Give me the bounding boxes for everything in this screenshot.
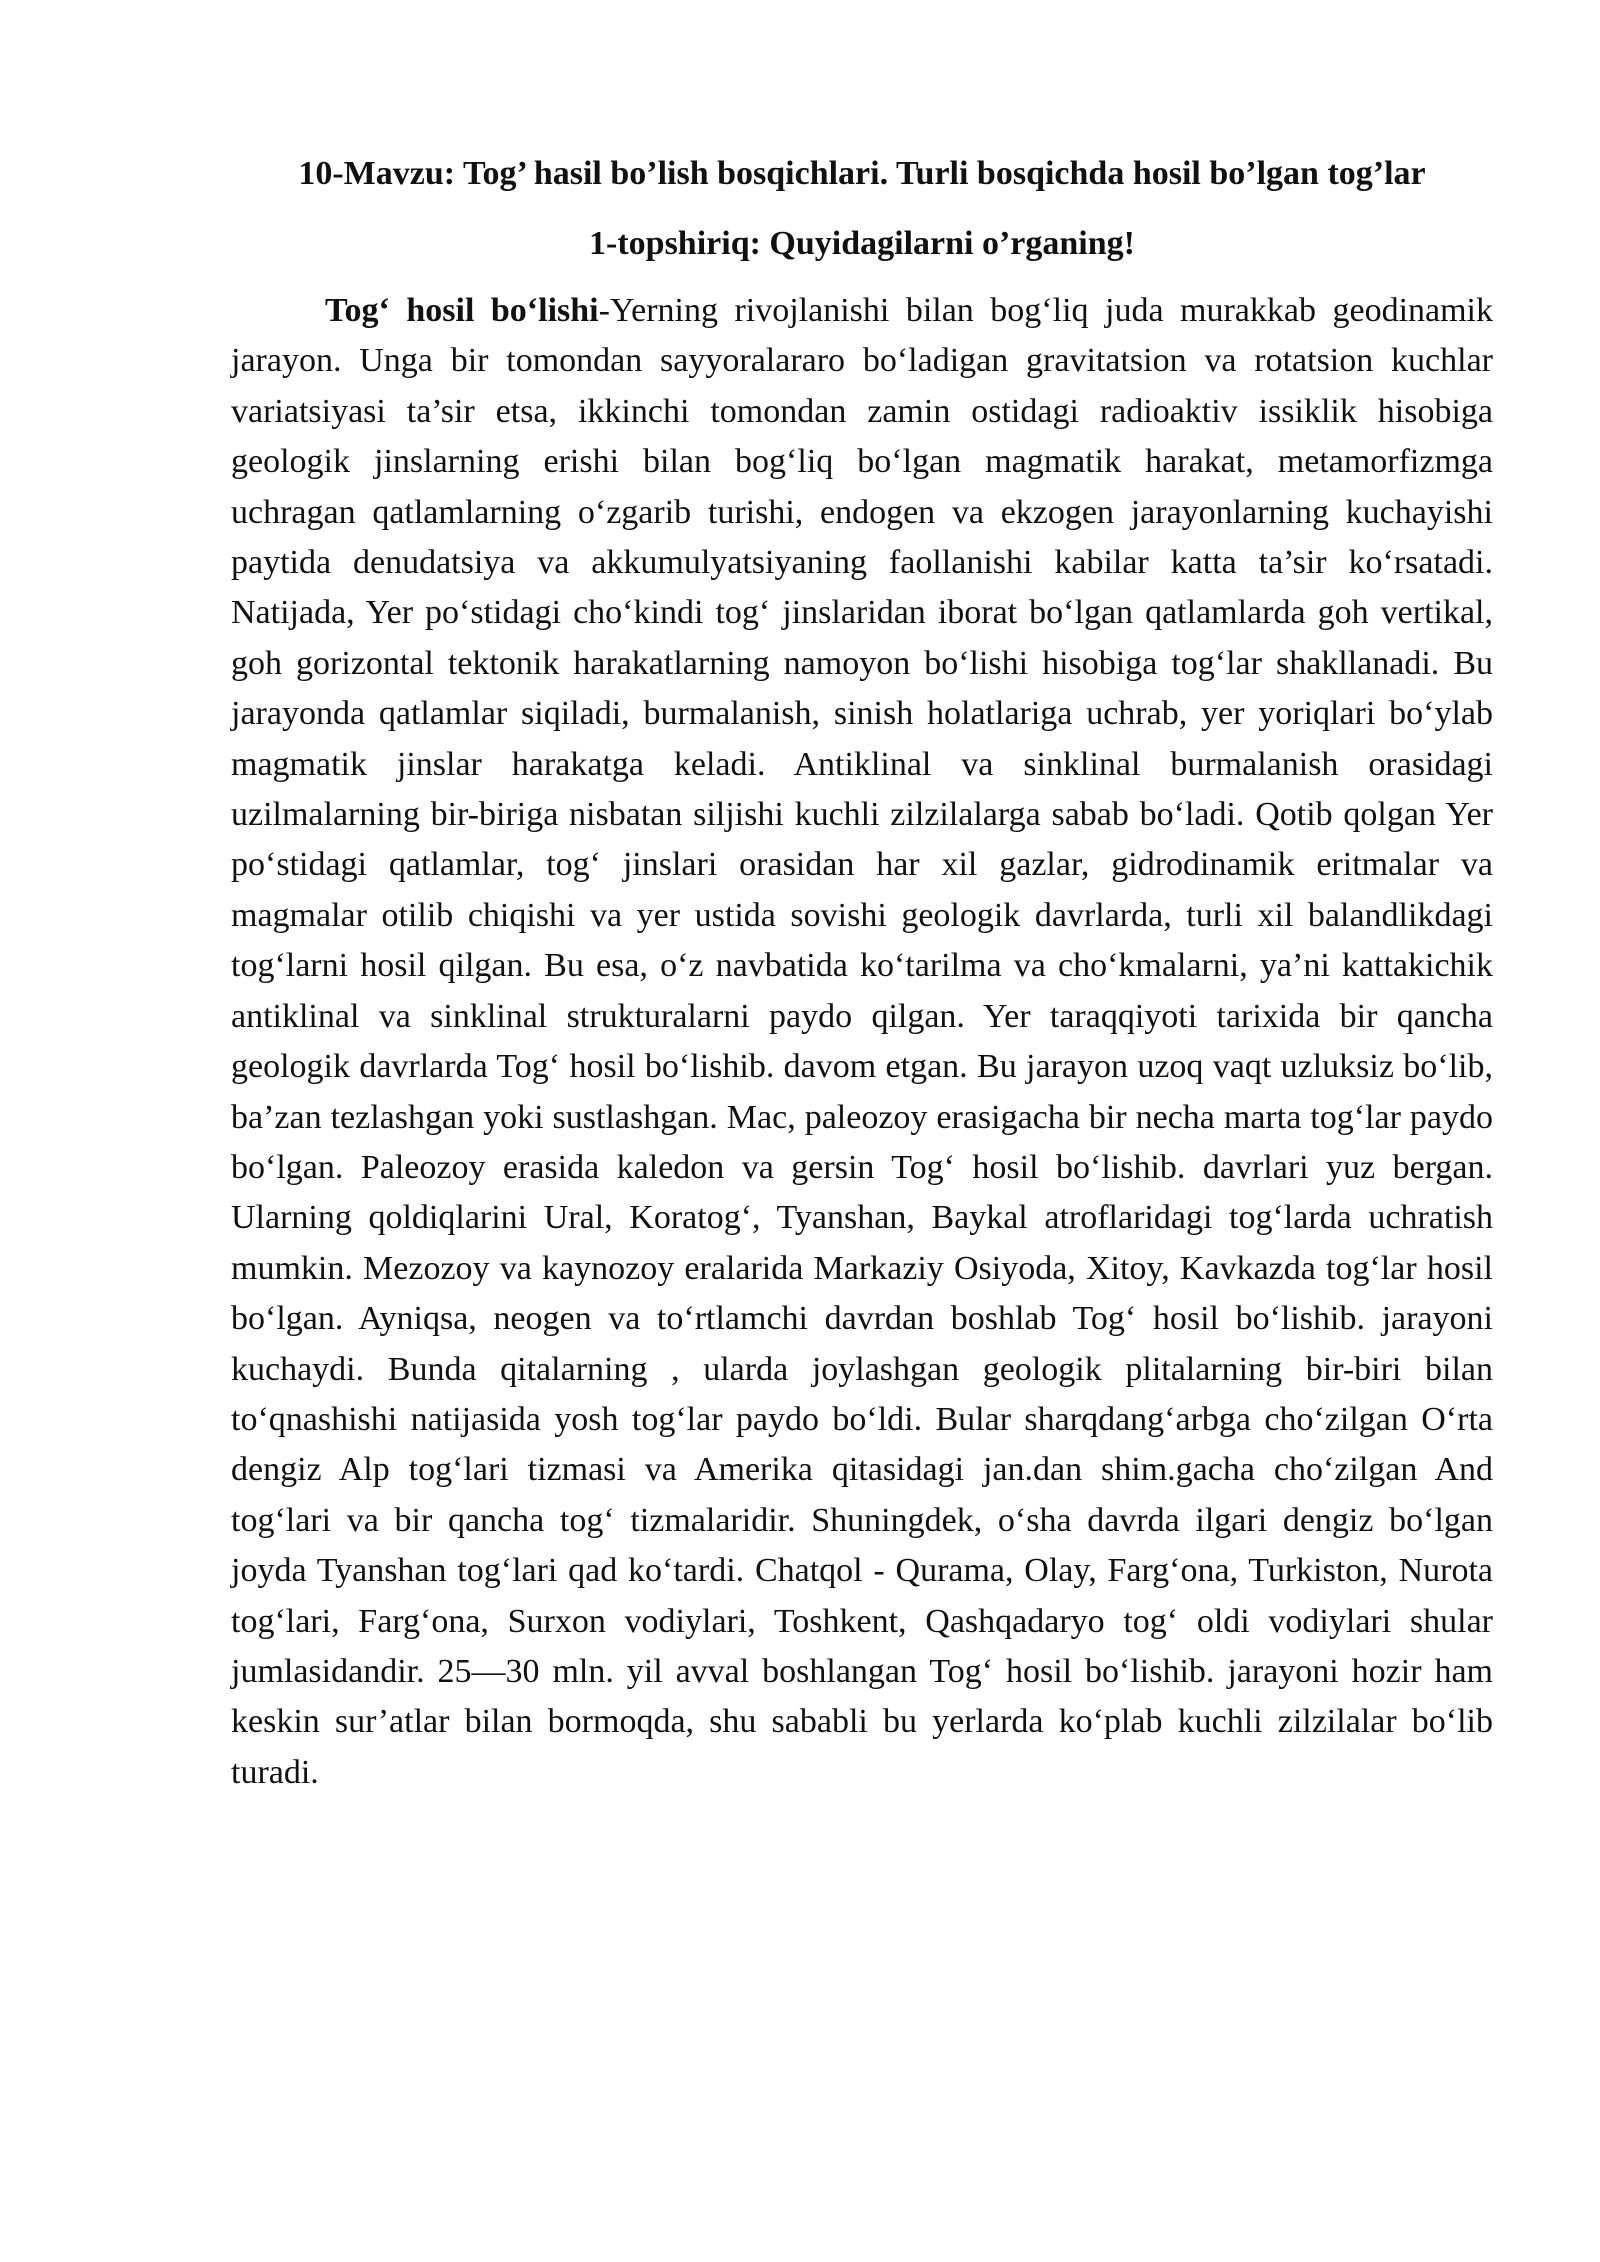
- task-heading: 1-topshiriq: Quyidagilarni o’rganing!: [589, 225, 1135, 262]
- paragraph-text: -Yerning rivojlanishi bilan bog‘liq juda murakkab geodinamik jarayon. Unga bir tomondan sayyoralararo bo‘ladigan gravitatsion va rotatsion kuchlar variatsiyasi ta’sir etsa, ikkinchi tomondan zamin ostidagi radioaktiv issiklik hisobiga geologik jinslarning erishi bilan bog‘liq bo‘lgan magmatik harakat, metamorfizmga uchragan qatlamlarning o‘zgarib turishi, endogen va ekzogen jarayonlarning kuchayishi paytida denudatsiya va akkumulyatsiyaning faollanishi kabilar katta ta’sir ko‘rsatadi. Natijada, Yer po‘stidagi cho‘kindi tog‘ jinslaridan iborat bo‘lgan qatlamlarda goh vertikal, goh gorizontal tektonik harakatlarning namoyon bo‘lishi hisobiga tog‘lar shakllanadi. Bu jarayonda qatlamlar siqiladi, burmalanish, sinish holatlariga uchrab, yer yoriqlari bo‘ylab magmatik jinslar harakatga keladi. Antiklinal va sinklinal burmalanish orasidagi uzilmalarning bir-biriga nisbatan siljishi kuchli zilzilalarga sabab bo‘ladi. Qotib qolgan Yer po‘stidagi qatlamlar, tog‘ jinslari orasidan har xil gazlar, gidrodinamik eritmalar va magmalar otilib chiqishi va yer ustida sovishi geologik davrlarda, turli xil balandlikdagi tog‘larni hosil qilgan. Bu esa, o‘z navbatida ko‘tarilma va cho‘kmalarni, ya’ni kattakichik antiklinal va sinklinal strukturalarni paydo qilgan. Yer taraqqiyoti tarixida bir qancha geologik davrlarda Tog‘ hosil bo‘lishib. davom etgan. Bu jarayon uzoq vaqt uzluksiz bo‘lib, ba’zan tezlashgan yoki sustlashgan. Mac, paleozoy erasigacha bir necha marta tog‘lar paydo bo‘lgan. Paleozoy erasida kaledon va gersin Tog‘ hosil bo‘lishib. davrlari yuz bergan. Ularning qoldiqlarini Ural, Koratog‘, Tyanshan, Baykal atroflaridagi tog‘larda uchratish mumkin. Mezozoy va kaynozoy eralarida Markaziy Osiyoda, Xitoy, Kavkazda tog‘lar hosil bo‘lgan. Ayniqsa, neogen va to‘rtlamchi davrdan boshlab Tog‘ hosil bo‘lishib. jarayoni kuchaydi. Bunda qitalarning , ularda joylashgan geologik plitalarning bir-biri bilan to‘qnashishi natijasida yosh tog‘lar paydo bo‘ldi. Bular sharqdang‘arbga cho‘zilgan O‘rta dengiz Alp tog‘lari tizmasi va Amerika qitasidagi jan.dan shim.gacha cho‘zilgan And tog‘lari va bir qancha tog‘ tizmalaridir. Shuningdek, o‘sha davrda ilgari dengiz bo‘lgan joyda Tyanshan tog‘lari qad ko‘tardi. Chatqol - Qurama, Olay, Farg‘ona, Turkiston, Nurota tog‘lari, Farg‘ona, Surxon vodiylari, Toshkent, Qashqadaryo tog‘ oldi vodiylari shular jumlasidandir. 25—30 mln. yil avval boshlangan Tog‘ hosil bo‘lishib. jarayoni hozir ham keskin sur’atlar bilan bormoqda, shu sababli bu yerlarda ko‘plab kuchli zilzilalar bo‘lib turadi.: [231, 292, 1494, 1791]
- key-term: Tog‘ hosil bo‘lishi: [325, 292, 599, 329]
- document-page: [231, 150, 1493, 1798]
- body-paragraph: [231, 286, 1493, 1798]
- document-title: 10-Mavzu: Tog’ hasil bo’lish bosqichlari. Turli bosqichda hosil bo’lgan tog’lar: [298, 155, 1426, 192]
